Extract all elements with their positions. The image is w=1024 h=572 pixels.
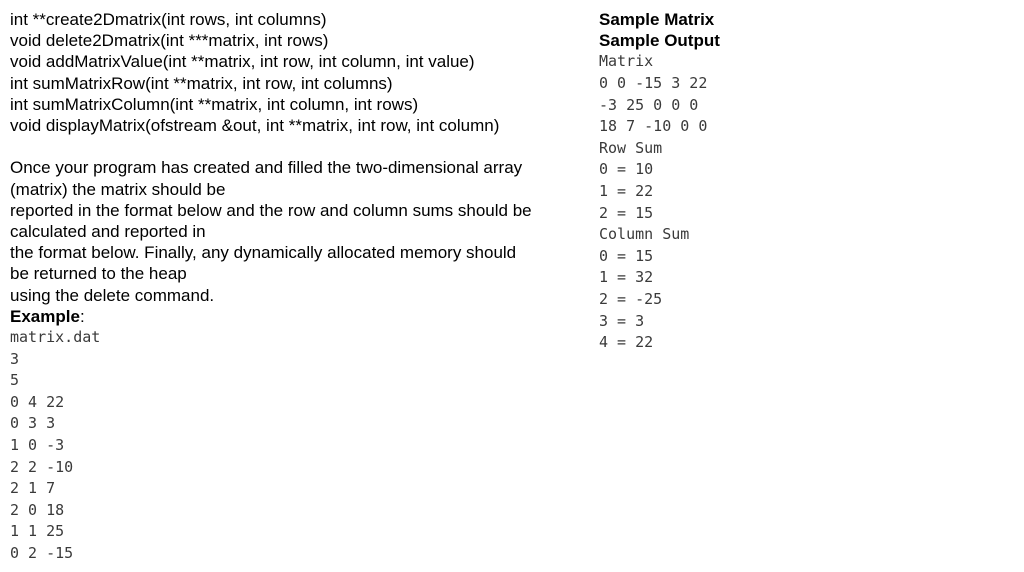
prototype-summatrixcolumn: int sumMatrixColumn(int **matrix, int column, int rows) bbox=[10, 94, 419, 114]
description-line: be returned to the heap bbox=[10, 264, 187, 284]
output-listing bbox=[599, 51, 1019, 353]
prototype-delete2dmatrix: void delete2Dmatrix(int ***matrix, int rows) bbox=[10, 31, 329, 51]
input-line: 2 1 7 bbox=[10, 479, 56, 498]
input-line: 2 0 18 bbox=[10, 500, 65, 519]
description-line: the format below. Finally, any dynamically allocated memory should bbox=[10, 243, 517, 263]
input-line: 5 bbox=[10, 371, 20, 390]
prototype-create2dmatrix: int **create2Dmatrix(int rows, int columns) bbox=[10, 10, 327, 29]
prototype-displaymatrix: void displayMatrix(ofstream &out, int **matrix, int row, int column) bbox=[10, 116, 500, 136]
output-line: Row Sum bbox=[599, 138, 663, 157]
output-line: 2 = 15 bbox=[599, 203, 654, 222]
input-line: 1 0 -3 bbox=[10, 436, 65, 454]
input-line: 1 1 25 bbox=[10, 522, 65, 541]
output-line: Column Sum bbox=[599, 225, 690, 244]
output-line: 3 = 3 bbox=[599, 311, 645, 330]
prototype-summatrixrow: int sumMatrixRow(int **matrix, int row, int columns) bbox=[10, 73, 393, 93]
sample-output-column bbox=[599, 9, 1019, 354]
function-prototypes bbox=[10, 9, 585, 136]
output-line: 0 = 15 bbox=[599, 246, 654, 265]
output-line: 0 = 10 bbox=[599, 160, 654, 179]
description-line: calculated and reported in bbox=[10, 222, 206, 242]
output-line: 0 0 -15 3 22 bbox=[599, 74, 708, 92]
input-line: 3 bbox=[10, 349, 20, 368]
input-file-listing bbox=[10, 327, 585, 565]
description-line: reported in the format below and the row and column sums should be bbox=[10, 200, 532, 220]
output-line: 18 7 -10 0 0 bbox=[599, 117, 708, 136]
output-line: -3 25 0 0 0 bbox=[599, 95, 699, 114]
instructions-column bbox=[10, 9, 585, 565]
sample-matrix-heading: Sample Matrix bbox=[599, 10, 715, 29]
output-line: 4 = 22 bbox=[599, 333, 654, 352]
input-line: 0 2 -15 bbox=[10, 543, 74, 562]
input-line: 0 3 3 bbox=[10, 414, 56, 433]
output-line: 1 = 22 bbox=[599, 181, 654, 200]
output-line: 1 = 32 bbox=[599, 268, 654, 287]
description-line: Once your program has created and filled the two-dimensional array bbox=[10, 158, 523, 178]
input-line: 2 2 -10 bbox=[10, 457, 74, 476]
description-paragraph bbox=[10, 157, 585, 305]
sample-output-heading: Sample Output bbox=[599, 31, 720, 51]
example-colon: : bbox=[79, 306, 85, 326]
prototype-addmatrixvalue: void addMatrixValue(int **matrix, int row, int column, int value) bbox=[10, 52, 475, 72]
input-line: 0 4 22 bbox=[10, 392, 65, 411]
paragraph-spacer bbox=[10, 136, 585, 157]
example-label: Example bbox=[10, 306, 80, 326]
example-heading bbox=[10, 306, 585, 327]
description-line: (matrix) the matrix should be bbox=[10, 179, 226, 199]
description-line: using the delete command. bbox=[10, 285, 215, 305]
output-line: Matrix bbox=[599, 52, 654, 71]
output-line: 2 = -25 bbox=[599, 289, 663, 308]
input-filename: matrix.dat bbox=[10, 328, 101, 347]
